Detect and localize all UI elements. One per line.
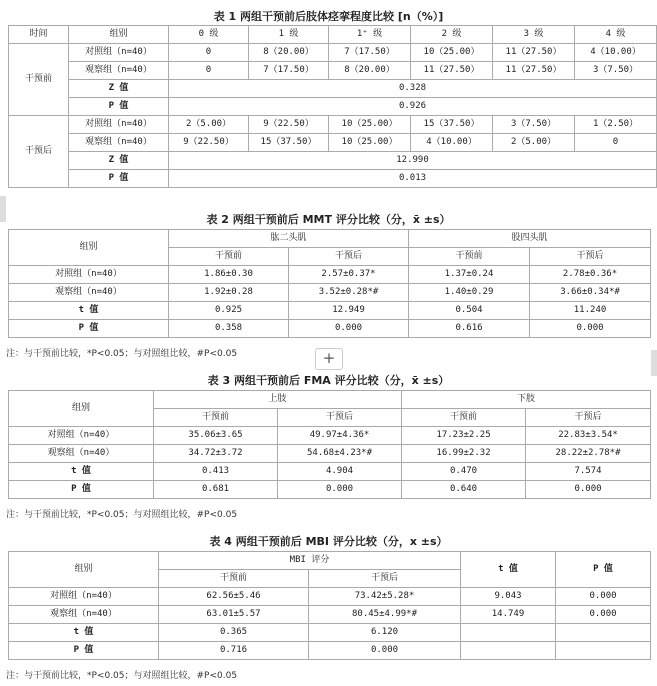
cell: 28.22±2.78*# [526, 445, 651, 463]
t1-h-2: 2 级 [411, 26, 493, 44]
row-label: 对照组（n=40） [9, 266, 169, 284]
table-row [9, 463, 651, 481]
cell: 0.000 [289, 320, 409, 338]
table-row [9, 302, 651, 320]
table-row [9, 98, 657, 116]
t3-h-upper: 上肢 [154, 391, 402, 409]
row-label: P 值 [9, 642, 159, 660]
row-label: 观察组（n=40） [9, 284, 169, 302]
cell: 15（37.50） [249, 134, 329, 152]
row-label: P 值 [69, 98, 169, 116]
t1-h-time: 时间 [9, 26, 69, 44]
cell: 7（17.50） [329, 44, 411, 62]
t1-h-group: 组别 [69, 26, 169, 44]
cell: 0 [575, 134, 657, 152]
cell: 0.000 [556, 588, 651, 606]
cell: 54.68±4.23*# [278, 445, 402, 463]
t4-h-mbi: MBI 评分 [159, 552, 461, 570]
t3-sub: 干预后 [526, 409, 651, 427]
cell: 0.000 [309, 642, 461, 660]
cell: 0.640 [402, 481, 526, 499]
table-row [9, 134, 657, 152]
table-row [9, 642, 651, 660]
cell: 14.749 [461, 606, 556, 624]
t4-h-t: t 值 [461, 552, 556, 588]
cell: 7（17.50） [249, 62, 329, 80]
cell: 1.92±0.28 [169, 284, 289, 302]
t1-h-0: 0 级 [169, 26, 249, 44]
t1-h-1: 1 级 [249, 26, 329, 44]
cell: 2.57±0.37* [289, 266, 409, 284]
left-edge-handle [0, 196, 6, 222]
t2-sub: 干预前 [409, 248, 530, 266]
cell: 2（5.00） [169, 116, 249, 134]
cell: 1.40±0.29 [409, 284, 530, 302]
cell: 0.926 [169, 98, 657, 116]
table2 [8, 229, 651, 338]
cell: 3.52±0.28*# [289, 284, 409, 302]
cell: 15（37.50） [411, 116, 493, 134]
t4-sub: 干预后 [309, 570, 461, 588]
cell: 10（25.00） [329, 134, 411, 152]
cell: 4.904 [278, 463, 402, 481]
cell: 4（10.00） [575, 44, 657, 62]
row-label: Z 值 [69, 80, 169, 98]
table1-title: 表 1 两组干预前后肢体痉挛程度比较 [n（%）] [213, 10, 444, 23]
cell: 0.328 [169, 80, 657, 98]
table-row [9, 116, 657, 134]
cell: 80.45±4.99*# [309, 606, 461, 624]
row-label: P 值 [9, 481, 154, 499]
cell: 9.043 [461, 588, 556, 606]
cell: 4（10.00） [411, 134, 493, 152]
cell: 49.97±4.36* [278, 427, 402, 445]
table-row [9, 320, 651, 338]
cell: 12.949 [289, 302, 409, 320]
cell: 0.000 [278, 481, 402, 499]
cell: 1.86±0.30 [169, 266, 289, 284]
row-label: 对照组（n=40） [69, 116, 169, 134]
table-row [9, 62, 657, 80]
t3-sub: 干预后 [278, 409, 402, 427]
cell: 10（25.00） [411, 44, 493, 62]
row-label: t 值 [9, 463, 154, 481]
row-label: Z 值 [69, 152, 169, 170]
table3-header [9, 391, 651, 409]
table4-header [9, 552, 651, 570]
cell: 1（2.50） [575, 116, 657, 134]
t1-h-4: 4 级 [575, 26, 657, 44]
t1-time-pre: 干预前 [9, 44, 69, 116]
cell: 11（27.50） [411, 62, 493, 80]
row-label: P 值 [69, 170, 169, 188]
row-label: 观察组（n=40） [9, 606, 159, 624]
cell: 34.72±3.72 [154, 445, 278, 463]
cell: 6.120 [309, 624, 461, 642]
cell: 8（20.00） [249, 44, 329, 62]
table2-header [9, 230, 651, 248]
cell: 0.470 [402, 463, 526, 481]
table-row [9, 481, 651, 499]
row-label: t 值 [9, 302, 169, 320]
t2-h-group: 组别 [9, 230, 169, 266]
t2-sub: 干预后 [530, 248, 651, 266]
table3 [8, 390, 651, 499]
cell [556, 624, 651, 642]
t4-sub: 干预前 [159, 570, 309, 588]
cell: 3（7.50） [575, 62, 657, 80]
t3-h-group: 组别 [9, 391, 154, 427]
cell [461, 642, 556, 660]
cell: 1.37±0.24 [409, 266, 530, 284]
cell: 12.990 [169, 152, 657, 170]
cell [556, 642, 651, 660]
cell: 16.99±2.32 [402, 445, 526, 463]
cell: 0.681 [154, 481, 278, 499]
t1-time-post: 干预后 [9, 116, 69, 188]
cell: 3.66±0.34*# [530, 284, 651, 302]
row-label: 对照组（n=40） [9, 588, 159, 606]
t4-h-group: 组别 [9, 552, 159, 588]
table2-title: 表 2 两组干预前后 MMT 评分比较（分，x̄ ±s） [206, 213, 451, 226]
cell: 9（22.50） [249, 116, 329, 134]
t1-h-1p: 1⁺ 级 [329, 26, 411, 44]
table-row [9, 427, 651, 445]
table4 [8, 551, 651, 660]
table-row [9, 152, 657, 170]
table-row [9, 445, 651, 463]
cell: 8（20.00） [329, 62, 411, 80]
row-label: 对照组（n=40） [9, 427, 154, 445]
table-row [9, 266, 651, 284]
cell: 0.000 [530, 320, 651, 338]
t2-sub: 干预后 [289, 248, 409, 266]
cell: 35.06±3.65 [154, 427, 278, 445]
cell: 11（27.50） [493, 44, 575, 62]
cell: 7.574 [526, 463, 651, 481]
row-label: 观察组（n=40） [69, 62, 169, 80]
table-row [9, 606, 651, 624]
cell: 0.358 [169, 320, 289, 338]
t3-h-lower: 下肢 [402, 391, 651, 409]
cell: 62.56±5.46 [159, 588, 309, 606]
cell [461, 624, 556, 642]
t3-sub: 干预前 [154, 409, 278, 427]
table2-note: 注：与干预前比较，*P<0.05；与对照组比较，#P<0.05 [6, 349, 238, 359]
cell: 0.365 [159, 624, 309, 642]
table3-note: 注：与干预前比较，*P<0.05；与对照组比较，#P<0.05 [6, 510, 238, 520]
cell: 17.23±2.25 [402, 427, 526, 445]
table4-note: 注：与干预前比较，*P<0.05；与对照组比较，#P<0.05 [6, 671, 238, 681]
cell: 11.240 [530, 302, 651, 320]
table1-header [9, 26, 657, 44]
cell: 0.925 [169, 302, 289, 320]
table3-title: 表 3 两组干预前后 FMA 评分比较（分，x̄ ±s） [207, 374, 450, 387]
cell: 11（27.50） [493, 62, 575, 80]
cell: 0 [169, 62, 249, 80]
cell: 0.000 [526, 481, 651, 499]
table-row [9, 284, 651, 302]
cell: 0.013 [169, 170, 657, 188]
cell: 3（7.50） [493, 116, 575, 134]
cell: 2（5.00） [493, 134, 575, 152]
t2-h-quadriceps: 股四头肌 [409, 230, 651, 248]
row-label: P 值 [9, 320, 169, 338]
t4-h-p: P 值 [556, 552, 651, 588]
row-label: 对照组（n=40） [69, 44, 169, 62]
cell: 9（22.50） [169, 134, 249, 152]
cell: 0.000 [556, 606, 651, 624]
table4-title: 表 4 两组干预前后 MBI 评分比较（分，x ±s） [209, 535, 448, 548]
table-row [9, 80, 657, 98]
table-row [9, 44, 657, 62]
cell: 22.83±3.54* [526, 427, 651, 445]
row-label: 观察组（n=40） [9, 445, 154, 463]
add-icon[interactable]: + [315, 348, 343, 370]
cell: 0.504 [409, 302, 530, 320]
row-label: 观察组（n=40） [69, 134, 169, 152]
cell: 63.01±5.57 [159, 606, 309, 624]
cell: 0.716 [159, 642, 309, 660]
table1 [8, 25, 657, 188]
row-label: t 值 [9, 624, 159, 642]
t2-h-biceps: 肱二头肌 [169, 230, 409, 248]
cell: 10（25.00） [329, 116, 411, 134]
cell: 73.42±5.28* [309, 588, 461, 606]
table-row [9, 624, 651, 642]
cell: 0.413 [154, 463, 278, 481]
t2-sub: 干预前 [169, 248, 289, 266]
table-row [9, 170, 657, 188]
t3-sub: 干预前 [402, 409, 526, 427]
cell: 2.78±0.36* [530, 266, 651, 284]
cell: 0.616 [409, 320, 530, 338]
table-row [9, 588, 651, 606]
cell: 0 [169, 44, 249, 62]
t1-h-3: 3 级 [493, 26, 575, 44]
